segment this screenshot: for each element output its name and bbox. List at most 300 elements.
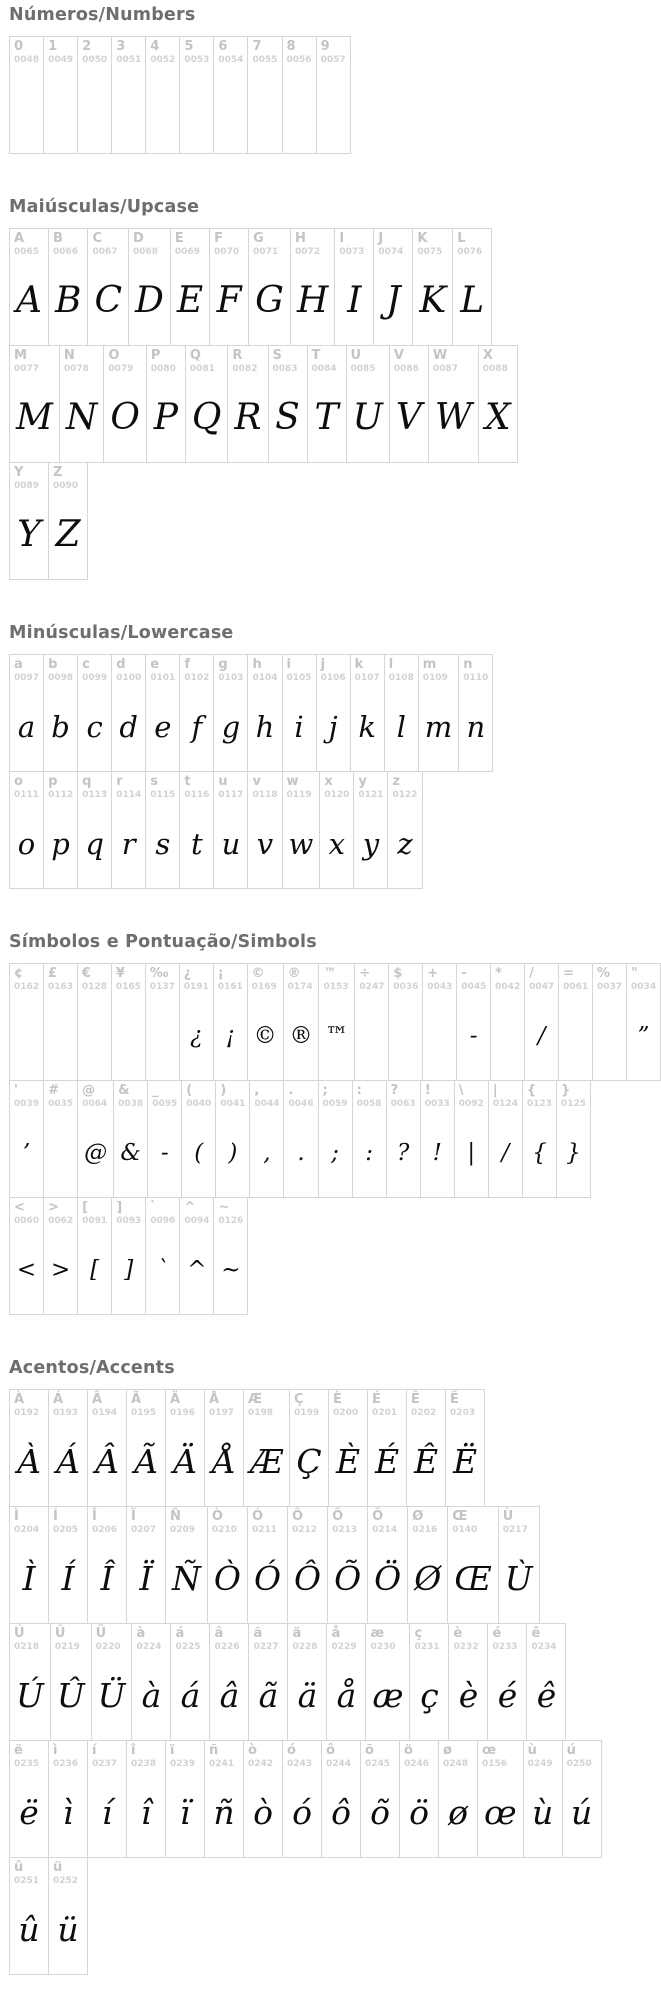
glyph-preview: Î	[100, 1559, 114, 1599]
glyph-unicode-code: 0111	[14, 789, 40, 800]
glyph-preview: w	[288, 826, 314, 861]
glyph-preview: Z	[55, 514, 81, 556]
glyph-cell	[409, 1623, 449, 1741]
glyph-cell	[438, 1740, 478, 1858]
glyph-character-label: Ë	[450, 1392, 459, 1407]
glyph-character-label: <	[14, 1200, 25, 1215]
glyph-cell	[204, 1389, 244, 1507]
glyph-cell	[77, 36, 112, 154]
glyph-character-label: L	[457, 231, 466, 246]
glyph-cell	[165, 1389, 205, 1507]
glyph-preview: h	[255, 709, 275, 744]
glyph-character-label: Ì	[14, 1509, 19, 1524]
glyph-unicode-code: 0246	[404, 1758, 430, 1769]
glyph-character-label: b	[48, 657, 58, 672]
glyph-unicode-code: 0043	[427, 981, 453, 992]
glyph-cell	[111, 963, 146, 1081]
glyph-preview: Y	[17, 514, 41, 556]
glyph-character-label: n	[463, 657, 473, 672]
glyph-cell	[420, 1080, 455, 1198]
glyph-character-label: Î	[92, 1509, 97, 1524]
glyph-cell	[209, 1623, 249, 1741]
glyph-unicode-code: 0091	[82, 1215, 108, 1226]
glyph-cell	[522, 1080, 557, 1198]
glyph-unicode-code: 0192	[14, 1407, 40, 1418]
glyph-character-label: Ò	[211, 1509, 223, 1524]
glyph-cell	[283, 963, 320, 1081]
glyph-unicode-code: 0049	[48, 54, 74, 65]
glyph-preview: z	[397, 826, 413, 861]
glyph-character-label: W	[432, 348, 448, 363]
glyph-cell	[488, 1080, 523, 1198]
glyph-cell	[9, 36, 44, 154]
glyph-character-label: Í	[53, 1509, 58, 1524]
glyph-character-label: P	[150, 348, 161, 363]
glyph-character-label: Œ	[452, 1509, 468, 1524]
glyph-unicode-code: 0237	[92, 1758, 118, 1769]
glyph-cell	[328, 1389, 368, 1507]
glyph-cell	[447, 1506, 499, 1624]
glyph-unicode-code: 0110	[463, 672, 489, 683]
glyph-preview: Ê	[414, 1442, 439, 1482]
glyph-cell	[87, 228, 129, 346]
glyph-preview: Â	[95, 1442, 119, 1482]
glyph-unicode-code: 0201	[372, 1407, 398, 1418]
glyph-unicode-code: 0209	[170, 1524, 196, 1535]
glyph-preview: ,	[263, 1139, 271, 1166]
glyph-preview: /	[537, 1022, 546, 1049]
glyph-cell	[227, 345, 268, 463]
glyph-unicode-code: 0077	[14, 363, 40, 374]
glyph-character-label: ä	[292, 1626, 302, 1641]
glyph-character-label: x	[324, 774, 333, 789]
glyph-cell	[48, 1740, 88, 1858]
glyph-preview: q	[85, 826, 104, 861]
glyph-preview	[184, 66, 209, 151]
glyph-character-label: V	[393, 348, 404, 363]
glyph-unicode-code: 0206	[92, 1524, 118, 1535]
glyph-cell	[207, 1506, 248, 1624]
glyph-cell	[145, 654, 180, 772]
glyph-unicode-code: 0163	[47, 981, 74, 992]
glyph-preview: ø	[448, 1793, 468, 1833]
glyph-preview: x	[328, 826, 346, 861]
glyph-unicode-code: 0071	[253, 246, 279, 257]
glyph-unicode-code: 0055	[252, 54, 278, 65]
glyph-character-label: å	[331, 1626, 341, 1641]
glyph-preview	[14, 66, 39, 151]
glyph-unicode-code: 0114	[116, 789, 142, 800]
glyph-unicode-code: 0084	[311, 363, 337, 374]
glyph-character-label: T	[311, 348, 321, 363]
glyph-preview: î	[140, 1793, 152, 1833]
glyph-character-label: ¡	[217, 966, 224, 981]
glyph-character-label: s	[150, 774, 158, 789]
glyph-unicode-code: 0244	[326, 1758, 352, 1769]
glyph-preview	[82, 66, 107, 151]
glyph-character-label: q	[82, 774, 92, 789]
glyph-unicode-code: 0102	[184, 672, 210, 683]
glyph-character-label: 6	[218, 39, 228, 54]
glyph-preview: C	[94, 280, 123, 322]
glyph-character-label: Ü	[95, 1626, 107, 1641]
glyph-cell	[43, 654, 78, 772]
glyph-character-label: Q	[189, 348, 201, 363]
glyph-preview: ã	[258, 1676, 279, 1716]
glyph-cell	[48, 462, 88, 580]
glyph-cell	[290, 228, 335, 346]
glyph-preview: å	[336, 1676, 357, 1716]
glyph-character-label: à	[136, 1626, 146, 1641]
glyph-cell	[287, 1506, 328, 1624]
glyph-character-label: è	[453, 1626, 463, 1641]
glyph-preview	[218, 66, 243, 151]
glyph-cell	[9, 654, 44, 772]
glyph-unicode-code: 0042	[495, 981, 521, 992]
glyph-unicode-code: 0248	[443, 1758, 469, 1769]
glyph-unicode-code: 0193	[53, 1407, 79, 1418]
glyph-preview: /	[501, 1139, 510, 1166]
glyph-preview: ç	[420, 1676, 439, 1716]
glyph-unicode-code: 0115	[150, 789, 176, 800]
glyph-unicode-code: 0065	[14, 246, 40, 257]
glyph-character-label: Ä	[170, 1392, 181, 1407]
glyph-cell	[490, 963, 525, 1081]
glyph-character-label: ù	[527, 1743, 537, 1758]
glyph-cell	[243, 1740, 283, 1858]
glyph-preview: e	[154, 709, 172, 744]
glyph-character-label: ç	[414, 1626, 423, 1641]
glyph-unicode-code: 0161	[217, 981, 243, 992]
glyph-character-label: ü	[53, 1860, 63, 1875]
glyph-character-label: K	[417, 231, 428, 246]
glyph-unicode-code: 0079	[108, 363, 134, 374]
glyph-character-label: "	[630, 966, 638, 981]
glyph-cell	[407, 1506, 448, 1624]
glyph-character-label: ^	[184, 1200, 196, 1215]
glyph-cell	[406, 1389, 446, 1507]
glyph-unicode-code: 0094	[184, 1215, 210, 1226]
glyph-unicode-code: 0200	[333, 1407, 359, 1418]
glyph-character-label: m	[422, 657, 437, 672]
glyph-character-label: ô	[326, 1743, 335, 1758]
glyph-cell	[204, 1740, 244, 1858]
glyph-preview: Ö	[374, 1559, 402, 1599]
glyph-character-label: j	[320, 657, 326, 672]
glyph-character-label: á	[175, 1626, 185, 1641]
glyph-character-label: }	[560, 1083, 571, 1098]
glyph-cell	[126, 1389, 166, 1507]
glyph-cell	[213, 1197, 248, 1315]
glyph-unicode-code: 0067	[92, 246, 118, 257]
glyph-cell	[179, 1197, 214, 1315]
glyph-cell	[179, 654, 214, 772]
glyph-unicode-code: 0198	[248, 1407, 274, 1418]
glyph-preview: á	[180, 1676, 201, 1716]
glyph-preview: N	[65, 397, 98, 439]
glyph-character-label: ~	[218, 1200, 230, 1215]
glyph-unicode-code: 0069	[174, 246, 200, 257]
glyph-unicode-code: 0239	[170, 1758, 196, 1769]
glyph-unicode-code: 0216	[412, 1524, 438, 1535]
glyph-preview	[116, 993, 141, 1078]
glyph-row	[9, 654, 661, 772]
glyph-character-label: Û	[54, 1626, 66, 1641]
glyph-cell	[524, 963, 559, 1081]
section-title: Minúsculas/Lowercase	[9, 623, 234, 643]
glyph-unicode-code: 0191	[183, 981, 209, 992]
glyph-preview: ~	[221, 1256, 241, 1283]
glyph-cell	[243, 1389, 290, 1507]
glyph-cell	[147, 1080, 182, 1198]
glyph-unicode-code: 0204	[14, 1524, 40, 1535]
glyph-cell	[353, 771, 388, 889]
glyph-cell	[9, 1389, 49, 1507]
glyph-cell	[247, 963, 284, 1081]
glyph-unicode-code: 0103	[218, 672, 244, 683]
glyph-character-label: Ç	[294, 1392, 304, 1407]
glyph-character-label: !	[424, 1083, 431, 1098]
glyph-character-label: k	[354, 657, 364, 672]
glyph-character-label: #	[48, 1083, 59, 1098]
glyph-character-label: p	[48, 774, 58, 789]
glyph-character-label: û	[14, 1860, 24, 1875]
glyph-preview	[14, 993, 39, 1078]
glyph-preview	[287, 66, 312, 151]
glyph-unicode-code: 0050	[82, 54, 108, 65]
glyph-character-label: Ã	[131, 1392, 142, 1407]
glyph-cell	[558, 963, 593, 1081]
glyph-unicode-code: 0219	[54, 1641, 80, 1652]
glyph-cell	[43, 36, 78, 154]
glyph-character-label: ¢	[14, 966, 24, 981]
glyph-table	[9, 963, 661, 1315]
glyph-cell	[9, 963, 44, 1081]
glyph-cell	[307, 345, 347, 463]
glyph-cell	[282, 771, 321, 889]
glyph-preview: !	[432, 1139, 442, 1166]
glyph-character-label: 0	[14, 39, 24, 54]
glyph-unicode-code: 0242	[248, 1758, 274, 1769]
glyph-preview: -	[160, 1139, 169, 1166]
glyph-preview: Ç	[296, 1442, 322, 1482]
glyph-character-label: y	[358, 774, 367, 789]
glyph-character-label: Õ	[332, 1509, 344, 1524]
glyph-preview: (	[194, 1139, 204, 1166]
glyph-preview: Ï	[139, 1559, 153, 1599]
glyph-unicode-code: 0070	[214, 246, 240, 257]
glyph-character-label: U	[350, 348, 362, 363]
glyph-unicode-code: 0203	[450, 1407, 476, 1418]
glyph-cell	[556, 1080, 591, 1198]
glyph-preview: é	[497, 1676, 518, 1716]
glyph-unicode-code: 0041	[220, 1098, 246, 1109]
glyph-preview	[48, 993, 73, 1078]
glyph-preview: Õ	[334, 1559, 362, 1599]
glyph-character-label: g	[218, 657, 228, 672]
glyph-cell	[43, 963, 78, 1081]
glyph-cell	[389, 345, 429, 463]
glyph-unicode-code: 0165	[115, 981, 141, 992]
glyph-unicode-code: 0211	[251, 1524, 277, 1535]
glyph-cell	[145, 36, 180, 154]
glyph-unicode-code: 0075	[417, 246, 443, 257]
glyph-character-label: ï	[170, 1743, 175, 1758]
glyph-unicode-code: 0104	[252, 672, 278, 683]
glyph-cell	[103, 345, 147, 463]
glyph-character-label: 7	[252, 39, 262, 54]
glyph-cell	[9, 1857, 49, 1975]
glyph-unicode-code: 0243	[287, 1758, 313, 1769]
glyph-preview: Ä	[173, 1442, 197, 1482]
glyph-cell	[170, 1623, 210, 1741]
glyph-character-label: €	[81, 966, 91, 981]
glyph-unicode-code: 0205	[53, 1524, 79, 1535]
glyph-preview: õ	[370, 1793, 390, 1833]
glyph-cell	[9, 1506, 49, 1624]
glyph-preview	[252, 66, 277, 151]
glyph-unicode-code: 0033	[424, 1098, 450, 1109]
glyph-unicode-code: 0120	[324, 789, 350, 800]
glyph-character-label: È	[333, 1392, 342, 1407]
glyph-character-label: Z	[53, 465, 63, 480]
glyph-cell	[360, 1740, 400, 1858]
glyph-preview	[563, 993, 588, 1078]
glyph-cell	[428, 345, 479, 463]
glyph-character-label: Ô	[292, 1509, 304, 1524]
glyph-cell	[48, 228, 88, 346]
glyph-preview: {	[532, 1139, 547, 1166]
glyph-character-label: Å	[209, 1392, 220, 1407]
glyph-unicode-code: 0076	[457, 246, 483, 257]
glyph-character-label: Ù	[502, 1509, 514, 1524]
glyph-preview	[48, 66, 73, 151]
glyph-cell	[247, 771, 282, 889]
glyph-preview: ë	[19, 1793, 39, 1833]
glyph-preview: È	[336, 1442, 361, 1482]
glyph-unicode-code: 0047	[529, 981, 555, 992]
glyph-unicode-code: 0072	[294, 246, 320, 257]
glyph-cell	[77, 771, 112, 889]
glyph-preview: ê	[536, 1676, 557, 1716]
glyph-character-label: =	[563, 966, 574, 981]
glyph-cell	[367, 1389, 407, 1507]
glyph-character-label: õ	[365, 1743, 374, 1758]
glyph-preview: f	[191, 709, 203, 744]
glyph-preview: g	[221, 709, 241, 744]
glyph-unicode-code: 0195	[131, 1407, 157, 1418]
glyph-cell	[9, 1740, 49, 1858]
glyph-cell	[248, 228, 291, 346]
glyph-unicode-code: 0051	[116, 54, 142, 65]
glyph-preview: ï	[179, 1793, 191, 1833]
glyph-preview: ”	[637, 1022, 650, 1049]
glyph-preview: K	[419, 280, 447, 322]
glyph-character-label: f	[184, 657, 190, 672]
glyph-section	[9, 932, 661, 1315]
glyph-preview: r	[121, 826, 136, 861]
glyph-unicode-code: 0060	[14, 1215, 40, 1226]
glyph-character-label: `	[150, 1200, 157, 1215]
glyph-character-label: \	[458, 1083, 464, 1098]
glyph-unicode-code: 0226	[214, 1641, 240, 1652]
glyph-character-label: %	[597, 966, 611, 981]
glyph-cell	[318, 963, 355, 1081]
glyph-character-label: X	[482, 348, 493, 363]
glyph-cell	[146, 345, 186, 463]
glyph-character-label: ;	[322, 1083, 328, 1098]
glyph-preview: Í	[61, 1559, 75, 1599]
glyph-preview: v	[256, 826, 274, 861]
glyph-character-label: *	[495, 966, 502, 981]
glyph-cell	[321, 1740, 361, 1858]
glyph-unicode-code: 0231	[414, 1641, 440, 1652]
glyph-unicode-code: 0137	[149, 981, 175, 992]
glyph-row	[9, 345, 661, 463]
glyph-character-label: ò	[248, 1743, 257, 1758]
glyph-cell	[412, 228, 453, 346]
glyph-preview: n	[466, 709, 486, 744]
glyph-unicode-code: 0162	[14, 981, 40, 992]
glyph-preview: ^	[187, 1256, 207, 1283]
glyph-unicode-code: 0083	[272, 363, 298, 374]
glyph-cell	[9, 1080, 44, 1198]
glyph-cell	[247, 654, 282, 772]
glyph-unicode-code: 0098	[48, 672, 74, 683]
glyph-preview: u	[221, 826, 241, 861]
glyph-preview: À	[17, 1442, 41, 1482]
glyph-cell	[326, 1623, 366, 1741]
glyph-character-label: M	[14, 348, 27, 363]
glyph-cell	[452, 228, 492, 346]
glyph-preview	[150, 66, 175, 151]
glyph-preview: m	[424, 709, 453, 744]
glyph-character-label: (	[186, 1083, 193, 1098]
glyph-cell	[9, 1197, 44, 1315]
glyph-cell	[498, 1506, 540, 1624]
glyph-preview: ;	[331, 1139, 339, 1166]
glyph-preview: c	[86, 709, 103, 744]
glyph-cell	[384, 654, 419, 772]
glyph-cell	[185, 345, 229, 463]
glyph-character-label: Ø	[412, 1509, 424, 1524]
glyph-row	[9, 1197, 661, 1315]
glyph-cell	[77, 963, 112, 1081]
glyph-cell	[418, 654, 460, 772]
glyph-cell	[248, 1623, 288, 1741]
glyph-preview: ]	[124, 1256, 134, 1283]
glyph-row	[9, 1080, 661, 1198]
glyph-preview: ô	[331, 1793, 351, 1833]
glyph-character-label: A	[14, 231, 25, 246]
glyph-cell	[43, 1080, 78, 1198]
glyph-unicode-code: 0048	[14, 54, 40, 65]
glyph-unicode-code: 0062	[48, 1215, 74, 1226]
glyph-unicode-code: 0121	[358, 789, 384, 800]
glyph-unicode-code: 0212	[292, 1524, 318, 1535]
glyph-preview: É	[375, 1442, 400, 1482]
glyph-preview: :	[365, 1139, 373, 1166]
glyph-character-label: D	[133, 231, 144, 246]
glyph-unicode-code: 0229	[331, 1641, 357, 1652]
glyph-cell	[43, 1197, 78, 1315]
glyph-character-label: ®	[287, 966, 301, 981]
glyph-cell	[77, 1197, 112, 1315]
glyph-unicode-code: 0235	[14, 1758, 40, 1769]
glyph-row	[9, 462, 661, 580]
glyph-preview: ’	[22, 1139, 31, 1166]
glyph-cell	[165, 1740, 205, 1858]
